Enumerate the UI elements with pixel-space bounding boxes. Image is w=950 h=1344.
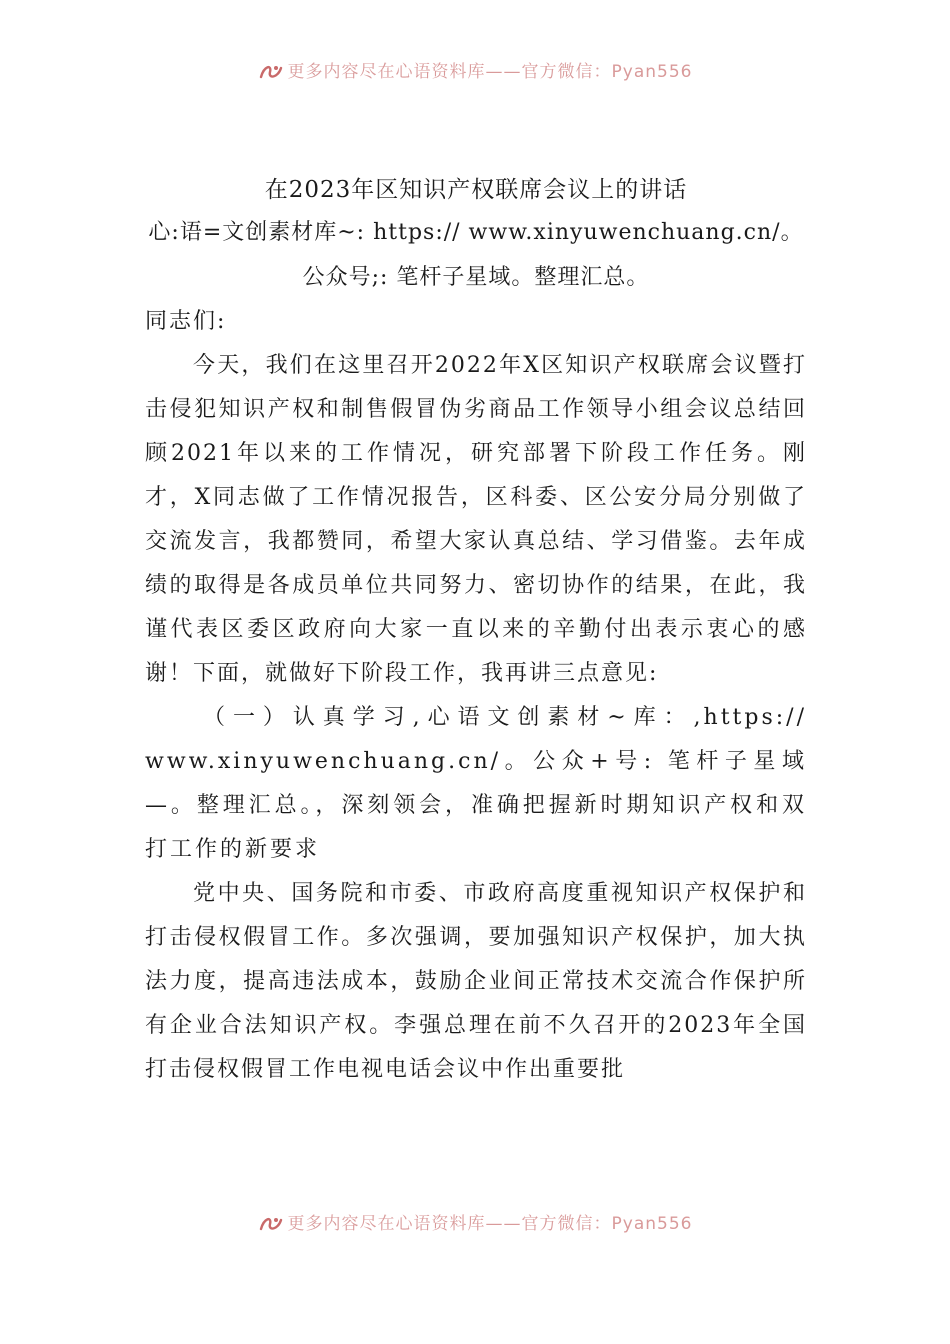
salutation: 同志们:: [145, 309, 227, 334]
brand-logo-icon: [258, 1214, 284, 1234]
header-watermark-text: 更多内容尽在心语资料库——官方微信：Pyan556: [287, 62, 693, 82]
header-watermark: [0, 58, 950, 86]
document-subtitle: 心:语=文创素材库~: https:// www.xinyuwenchuang.cn/。公众号;: 笔杆子星域。整理汇总。: [148, 220, 804, 290]
footer-watermark-text: 更多内容尽在心语资料库——官方微信：Pyan556: [287, 1214, 693, 1234]
document-body: [145, 170, 807, 1092]
document-title: 在2023年区知识产权联席会议上的讲话: [264, 177, 688, 203]
section-paragraph: 党中央、国务院和市委、市政府高度重视知识产权保护和打击侵权假冒工作。多次强调，要加强知识产权保护，加大执法力度，提高违法成本，鼓励企业间正常技术交流合作保护所有企业合法知识产权。李强总理在前不久召开的2023年全国打击侵权假冒工作电视电话会议中作出重要批: [145, 881, 807, 1082]
brand-logo-icon: [258, 62, 284, 82]
section-heading: （一）认真学习,心语文创素材~库：,https:// www.xinyuwenchuang.cn/。公众+号: 笔杆子星域—。整理汇总。，深刻领会，准确把握新时期知识产权和双打工作的新要求: [145, 705, 807, 862]
footer-watermark: [0, 1210, 950, 1238]
intro-paragraph: 今天，我们在这里召开2022年X区知识产权联席会议暨打击侵犯知识产权和制售假冒伪劣商品工作领导小组会议总结回顾2021年以来的工作情况，研究部署下阶段工作任务。刚才，X同志做了工作情况报告，区科委、区公安分局分别做了交流发言，我都赞同，希望大家认真总结、学习借鉴。去年成绩的取得是各成员单位共同努力、密切协作的结果，在此，我谨代表区委区政府向大家一直以来的辛勤付出表示衷心的感谢！下面，就做好下阶段工作，我再讲三点意见:: [145, 353, 807, 686]
